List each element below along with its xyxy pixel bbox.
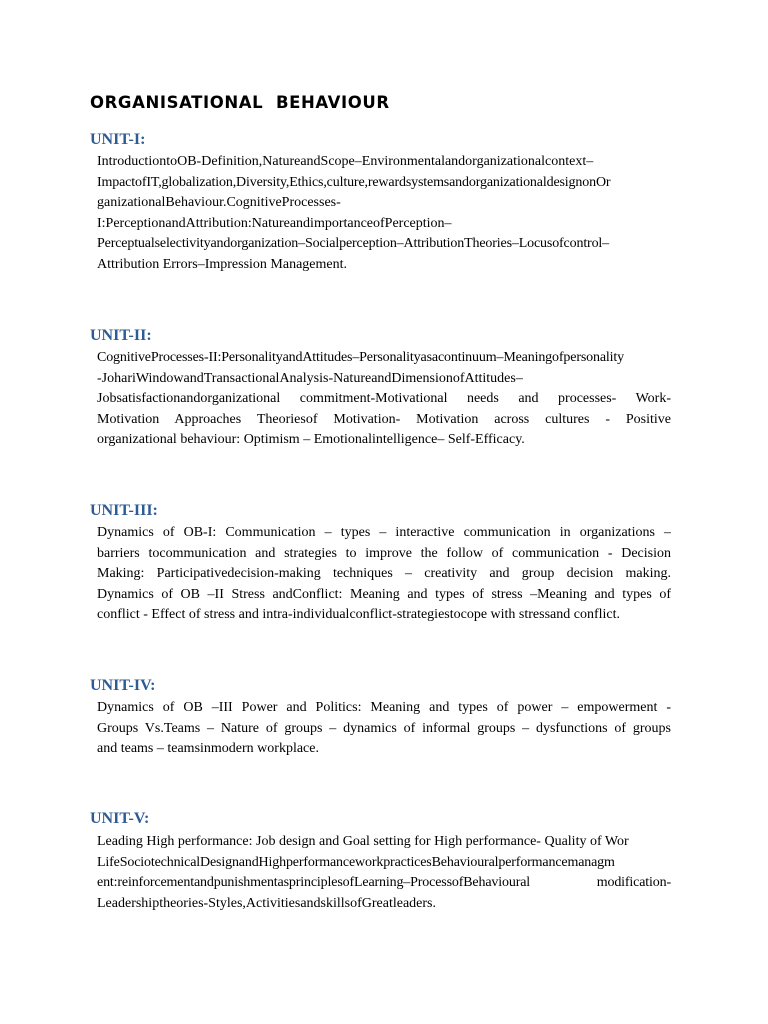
document-title: ORGANISATIONAL BEHAVIOUR [90, 93, 390, 112]
unit-1-body [97, 152, 671, 275]
unit-2-line: organizational behaviour: Optimism – Emotionalintelligence– Self-Efficacy. [97, 432, 525, 447]
unit-4-line: and teams – teamsinmodern workplace. [97, 741, 319, 756]
unit-5-line: ent:reinforcementandpunishmentasprinciplesofLearning–ProcessofBehavioural modification- [97, 875, 671, 890]
unit-1-line: I:PerceptionandAttribution:NatureandimportanceofPerception– [97, 215, 452, 231]
unit-4-line: Groups Vs.Teams – Nature of groups – dynamics of informal groups – dysfunctions of groups [97, 720, 671, 736]
unit-5-body [97, 832, 671, 914]
unit-3-heading: UNIT-III: [90, 502, 158, 519]
unit-2-line: -JohariWindowandTransactionalAnalysis-NatureandDimensionofAttitudes– [97, 370, 523, 386]
unit-3-line: Dynamics of OB –II Stress andConflict: Meaning and types of stress –Meaning and types of [97, 586, 671, 602]
unit-3-body [97, 523, 671, 626]
unit-1-line: Perceptualselectivityandorganization–Socialperception–AttributionTheories–Locusofcontrol– [97, 236, 610, 251]
unit-1-line: IntroductiontoOB-Definition,NatureandScope–Environmentalandorganizationalcontext– [97, 154, 594, 169]
unit-5-line: LifeSociotechnicalDesignandHighperformanceworkpracticesBehaviouralperformancemanagm [97, 854, 615, 870]
unit-5-line: Leadershiptheories-Styles,ActivitiesandskillsofGreatleaders. [97, 895, 437, 911]
unit-4-heading: UNIT-IV: [90, 677, 156, 694]
unit-4-line: Dynamics of OB –III Power and Politics: Meaning and types of power – empowerment - [97, 700, 671, 715]
unit-3-line: Dynamics of OB-I: Communication – types – interactive communication in organizations – [97, 525, 671, 540]
unit-1-line: ganizationalBehaviour.CognitiveProcesses- [97, 195, 341, 210]
unit-5-heading: UNIT-V: [90, 810, 150, 827]
unit-3-line: Making: Participativedecision-making techniques – creativity and group decision making. [97, 566, 671, 581]
unit-2-heading: UNIT-II: [90, 327, 152, 344]
unit-2-line: Jobsatisfactionandorganizational commitment-Motivational needs and processes- Work- [97, 391, 671, 406]
unit-4-body [97, 698, 671, 760]
unit-2-line: CognitiveProcesses-II:PersonalityandAttitudes–Personalityasacontinuum–Meaningofpersonality [97, 350, 624, 365]
unit-3-line: barriers tocommunication and strategies to improve the follow of communication - Decision [97, 545, 671, 561]
unit-1-line: ImpactofIT,globalization,Diversity,Ethics,culture,rewardsystemsandorganizationaldesignonOr [97, 174, 611, 190]
unit-1-heading: UNIT-I: [90, 131, 146, 148]
unit-3-line: conflict - Effect of stress and intra-individualconflict-strategiestocope with stressand conflict. [97, 607, 621, 622]
unit-2-body [97, 348, 671, 451]
unit-5-line: Leading High performance: Job design and Goal setting for High performance- Quality of Wor [97, 834, 629, 849]
unit-1-line: Attribution Errors–Impression Management. [97, 256, 348, 272]
unit-2-line: Motivation Approaches Theoriesof Motivation- Motivation across cultures - Positive [97, 411, 671, 427]
